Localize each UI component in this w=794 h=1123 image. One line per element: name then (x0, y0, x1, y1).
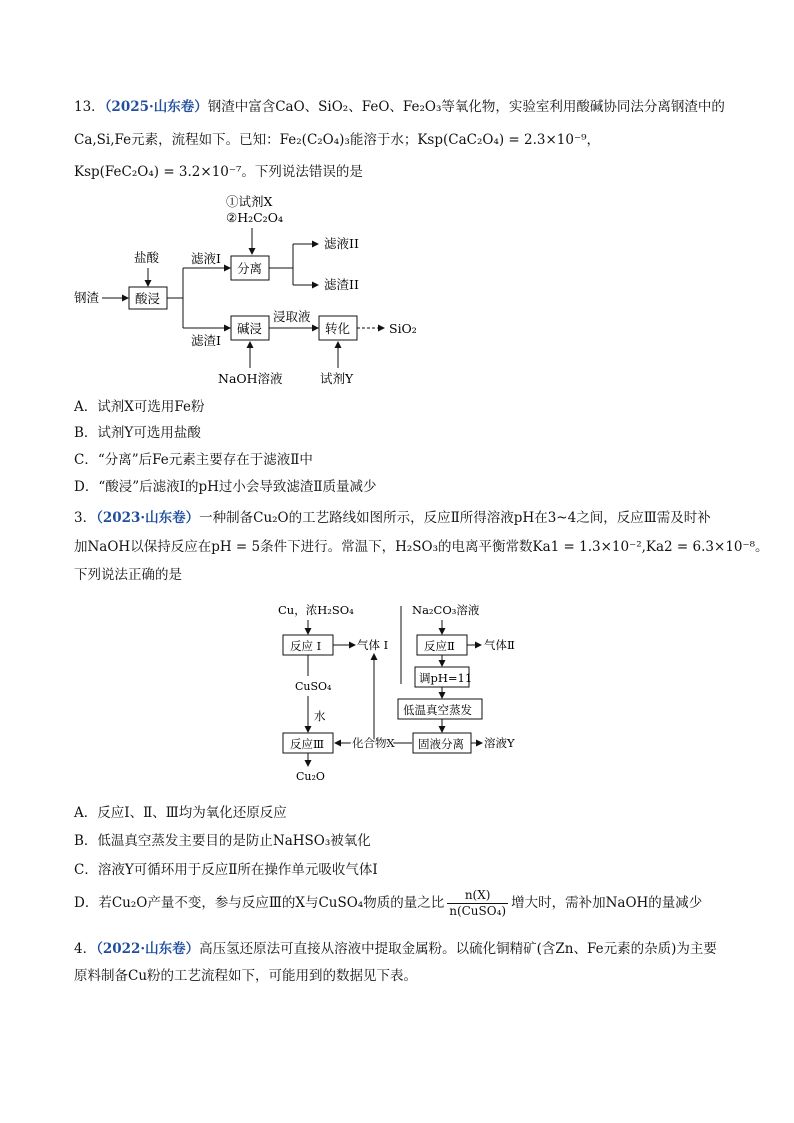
q13-h2c2o4-label: ②H₂C₂O₄ (226, 210, 283, 225)
q3-cuso4-label: CuSO₄ (295, 680, 332, 693)
q4-source: （2022·山东卷） (96, 941, 200, 957)
q13-hcl-label: 盐酸 (134, 250, 160, 265)
q13-reagent-y-label: 试剂Y (320, 371, 354, 386)
q3-water-label: 水 (314, 709, 326, 723)
q3-option-d: D．若Cu₂O产量不变，参与反应Ⅲ的X与CuSO₄物质的量之比 $\frac{n(X)}{\text{n(CuSO₄)}}$ 增大时，需补加NaOH的量减少 (74, 888, 703, 918)
q13-residue2-label: 滤渣II (324, 277, 359, 292)
q3-r3-label: 反应Ⅲ (290, 737, 325, 751)
q13-option-c: C．“分离”后Fe元素主要存在于滤液Ⅱ中 (74, 452, 313, 468)
q3-line2: 加NaOH以保持反应在pH = 5条件下进行。常温下，H₂SO₃的电离平衡常数Ka1 = 1.3×10⁻²,Ka2 = 6.3×10⁻⁸。 (74, 539, 769, 555)
q13-filtrate2-label: 滤液II (324, 236, 359, 251)
q3-option-c: C．溶液Y可循环用于反应Ⅱ所在操作单元吸收气体Ⅰ (74, 862, 378, 878)
q3-compound-x-label: 化合物X (352, 736, 395, 750)
q3-sep-label: 固液分离 (418, 737, 464, 751)
q3-na2co3-label: Na₂CO₃溶液 (412, 603, 480, 617)
q13-line3: Ksp(FeC₂O₄) = 3.2×10⁻⁷。下列说法错误的是 (74, 164, 363, 180)
q13-reagent-x-label: ①试剂X (226, 194, 273, 209)
q3-solution-y-label: 溶液Y (484, 736, 515, 750)
q3-r1-label: 反应 I (290, 639, 322, 653)
q13-alkali-leach-label: 碱浸 (237, 321, 263, 336)
q13-acid-leach-label: 酸浸 (135, 291, 161, 306)
q13-option-d: D．“酸浸”后滤液Ⅰ的pH过小会导致滤渣Ⅱ质量减少 (74, 479, 377, 495)
q3-ph11-label: 调pH=11 (419, 671, 473, 685)
q3-option-d-fraction: $\frac{n(X)}{\text{n(CuSO₄)}}$ (449, 888, 507, 918)
q13-leachate-label: 浸取液 (273, 309, 311, 324)
q13-flow-diagram (0, 192, 794, 392)
q3-r2-label: 反应Ⅱ (424, 639, 455, 653)
q13-steel-slag-label: 钢渣 (74, 290, 100, 305)
q13-source: （2025·山东卷） (104, 99, 208, 115)
q3-option-a: A．反应Ⅰ、Ⅱ、Ⅲ均为氧化还原反应 (74, 805, 287, 821)
q13-line1: 13．（2025·山东卷）钢渣中富含CaO、SiO₂、FeO、Fe₂O₃等氧化物，实验室利用酸碱协同法分离钢渣中的 (74, 99, 725, 115)
q13-sio2-label: SiO₂ (389, 321, 417, 336)
q3-gas1-label: 气体 I (357, 638, 389, 652)
q13-residue1-label: 滤渣I (191, 333, 221, 348)
q3-flow-diagram (0, 596, 794, 796)
q3-gas2-label: 气体Ⅱ (484, 638, 515, 652)
q3-line3: 下列说法正确的是 (74, 567, 182, 583)
q3-line1: 3．（2023·山东卷）一种制备Cu₂O的工艺路线如图所示，反应Ⅱ所得溶液pH在3~4之间，反应Ⅲ需及时补 (74, 510, 711, 526)
q3-cu-h2so4-label: Cu，浓H₂SO₄ (278, 603, 354, 617)
q13-filtrate1-label: 滤液I (191, 251, 221, 266)
q13-line2: Ca,Si,Fe元素，流程如下。已知：Fe₂(C₂O₄)₃能溶于水；Ksp(CaC₂O₄) = 2.3×10⁻⁹， (74, 132, 601, 148)
q13-naoh-label: NaOH溶液 (218, 371, 283, 386)
q4-line1: 4．（2022·山东卷）高压氢还原法可直接从溶液中提取金属粉。以硫化铜精矿(含Zn、Fe元素的杂质)为主要 (74, 941, 717, 957)
q13-option-a: A．试剂X可选用Fe粉 (74, 399, 205, 415)
q13-option-b: B．试剂Y可选用盐酸 (74, 425, 201, 441)
q13-separate-label: 分离 (237, 261, 263, 276)
q13-convert-label: 转化 (325, 321, 351, 336)
q3-option-b: B．低温真空蒸发主要目的是防止NaHSO₃被氧化 (74, 833, 371, 849)
q3-cu2o-label: Cu₂O (296, 770, 325, 783)
q4-line2: 原料制备Cu粉的工艺流程如下，可能用到的数据见下表。 (74, 968, 418, 984)
q3-source: （2023·山东卷） (96, 510, 200, 526)
q3-evap-label: 低温真空蒸发 (403, 703, 472, 717)
